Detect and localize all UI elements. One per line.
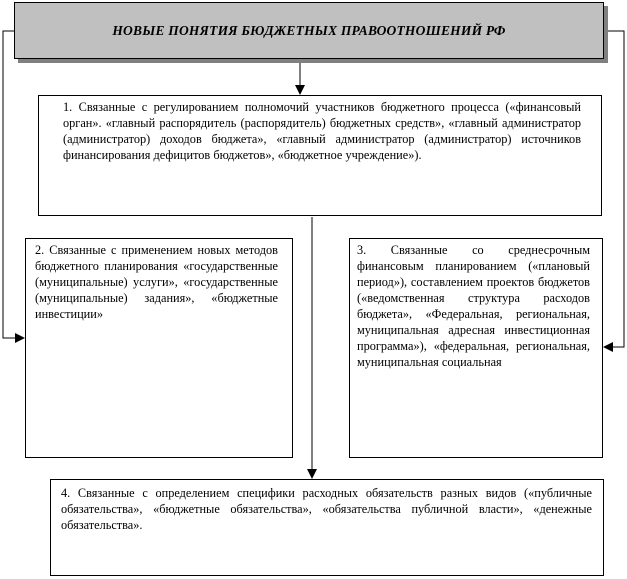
concept-box-2-text: 2. Связанные с применением новых методов бюджетного планирования «государственные (муниципальные) услуги», «государственные (муниципальные) задания», «бюджетные инвестиции» (35, 243, 278, 321)
diagram-title: НОВЫЕ ПОНЯТИЯ БЮДЖЕТНЫХ ПРАВООТНОШЕНИЙ РФ (112, 22, 506, 38)
concept-box-2 (25, 238, 293, 458)
concept-box-4-text: 4. Связанные с определением специфики расходных обязательств разных видов («публичные обязательства», «бюджетные обязательства», «обязательства публичной власти», «денежные обязательства». (61, 486, 592, 532)
concept-box-4 (50, 479, 604, 576)
concept-box-1 (38, 95, 602, 216)
arrow-title-to-box3 (604, 31, 624, 347)
arrow-title-to-box2 (3, 31, 24, 338)
concept-box-3-text: 3. Связанные со среднесрочным финансовым планированием («плановый период»), составлением проектов бюджетов («ведомственная структура расходов бюджета», «Федеральная, региональная, муниципальная адресная инвестиционная программа»), «федеральная, региональная, муниципальная социальная (357, 243, 590, 369)
concept-box-3 (349, 238, 603, 458)
title-box (14, 2, 604, 59)
concept-box-1-text: 1. Связанные с регулированием полномочий участников бюджетного процесса («финансовый орган». «главный распорядитель (распорядитель) бюджетных средств», «главный администратор (администратор) доходов бюджета», «главный администратор (администратор) источников финансирования дефицитов бюджетов», «бюджетное учреждение»). (63, 100, 581, 162)
